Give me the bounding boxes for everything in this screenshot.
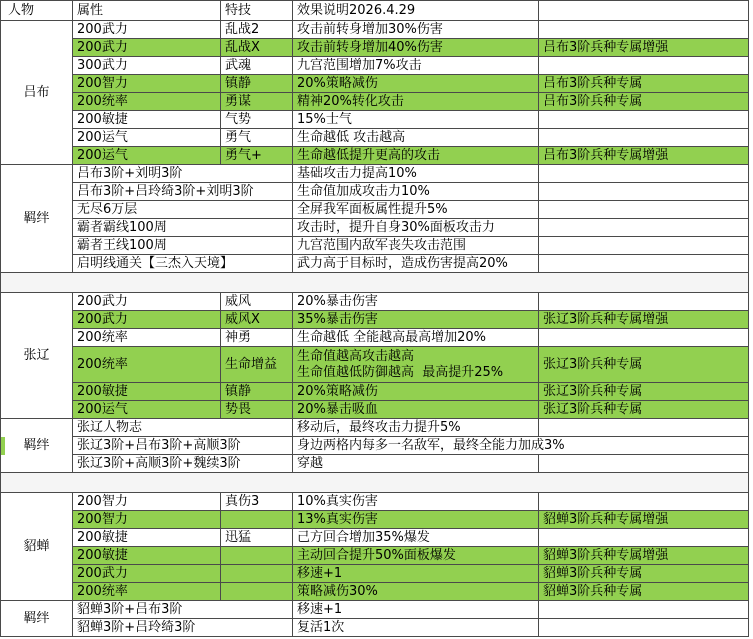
effect-cell: 策略减伤30%	[293, 583, 539, 601]
bond-condition-cell: 启明线通关【三杰入天境】	[73, 255, 293, 273]
section-divider	[1, 273, 749, 293]
attribute-cell: 200智力	[73, 511, 221, 529]
bond-label-text: 羁绊	[23, 210, 50, 226]
skill-cell	[221, 511, 293, 529]
bond-effect-cell: 身边两格内每多一名敌军，最终全能力加成3%	[293, 437, 749, 455]
effect-cell: 己方回合增加35%爆发	[293, 529, 539, 547]
effect-cell: 生命越低提升更高的攻击	[293, 147, 539, 165]
attribute-cell: 200运气	[73, 129, 221, 147]
attribute-cell: 200武力	[73, 39, 221, 57]
header-effect: 效果说明2026.4.29	[293, 1, 539, 21]
bond-condition-cell: 无尽6万层	[73, 201, 293, 219]
note-cell: 貂蝉3阶兵种专属	[539, 583, 749, 601]
note-cell: 吕布3阶兵种专属增强	[539, 147, 749, 165]
attribute-cell: 200统率	[73, 93, 221, 111]
bond-effect-cell: 九宫范围内敌军丧失攻击范围	[293, 237, 539, 255]
skill-cell	[221, 547, 293, 565]
character-name	[1, 493, 73, 601]
effect-cell: 10%真实伤害	[293, 493, 539, 511]
note-cell	[539, 493, 749, 511]
bond-effect-cell: 移动后，最终攻击力提升5%	[293, 419, 539, 437]
attribute-cell: 200敏捷	[73, 547, 221, 565]
bond-effect-cell: 基础攻击力提高10%	[293, 165, 539, 183]
character-name	[1, 21, 73, 165]
skill-cell: 勇气	[221, 129, 293, 147]
attribute-cell: 300武力	[73, 57, 221, 75]
note-cell: 张辽3阶兵种专属增强	[539, 311, 749, 329]
note-cell: 吕布3阶兵种专属	[539, 93, 749, 111]
attribute-cell: 200统率	[73, 329, 221, 347]
effect-cell: 20%暴击伤害	[293, 293, 539, 311]
effect-cell: 攻击前转身增加40%伤害	[293, 39, 539, 57]
bond-note-cell	[539, 255, 749, 273]
effect-cell	[293, 347, 539, 383]
character-name-text: 貂蝉	[23, 538, 50, 554]
attribute-cell: 200统率	[73, 347, 221, 383]
skill-cell: 真伤3	[221, 493, 293, 511]
character-name-text: 张辽	[23, 347, 50, 363]
attribute-cell: 200敏捷	[73, 529, 221, 547]
attribute-cell: 200敏捷	[73, 383, 221, 401]
skill-cell: 威风X	[221, 311, 293, 329]
skill-cell: 镇静	[221, 383, 293, 401]
effect-cell: 九宫范围增加7%攻击	[293, 57, 539, 75]
bond-condition-cell: 霸者霸线100周	[73, 219, 293, 237]
bond-label-text: 羁绊	[23, 437, 50, 453]
bond-note-cell	[539, 619, 749, 637]
skill-cell: 势畏	[221, 401, 293, 419]
section-divider	[1, 473, 749, 493]
note-cell: 吕布3阶兵种专属	[539, 75, 749, 93]
note-cell: 貂蝉3阶兵种专属增强	[539, 511, 749, 529]
effect-cell: 移速+1	[293, 565, 539, 583]
skill-cell: 勇气+	[221, 147, 293, 165]
bond-effect-cell: 全屏我军面板属性提升5%	[293, 201, 539, 219]
skill-cell	[221, 583, 293, 601]
note-cell: 貂蝉3阶兵种专属增强	[539, 547, 749, 565]
bond-condition-cell: 貂蝉3阶+吕玲绮3阶	[73, 619, 293, 637]
bond-label	[1, 419, 73, 473]
attribute-cell: 200运气	[73, 401, 221, 419]
bond-effect-cell: 生命值加成攻击力10%	[293, 183, 539, 201]
bond-note-cell	[539, 183, 749, 201]
note-cell: 张辽3阶兵种专属	[539, 383, 749, 401]
effect-cell: 20%策略减伤	[293, 75, 539, 93]
effect-cell: 生命越低 攻击越高	[293, 129, 539, 147]
bond-note-cell	[539, 219, 749, 237]
bond-label-text: 羁绊	[23, 610, 50, 626]
bond-condition-cell: 吕布3阶+刘明3阶	[73, 165, 293, 183]
effect-cell: 13%真实伤害	[293, 511, 539, 529]
effect-cell: 20%暴击吸血	[293, 401, 539, 419]
attribute-cell: 200武力	[73, 21, 221, 39]
skill-cell: 神勇	[221, 329, 293, 347]
bond-note-cell	[539, 455, 749, 473]
skill-cell: 镇静	[221, 75, 293, 93]
note-cell	[539, 329, 749, 347]
effect-cell: 精神20%转化攻击	[293, 93, 539, 111]
effect-line: 生命值越低防御越高 最高提升25%	[297, 364, 504, 380]
note-cell	[539, 293, 749, 311]
bond-note-cell	[539, 201, 749, 219]
attribute-cell: 200智力	[73, 493, 221, 511]
bond-label	[1, 601, 73, 637]
skill-cell: 武魂	[221, 57, 293, 75]
bond-effect-cell: 武力高于目标时，造成伤害提高20%	[293, 255, 539, 273]
skill-cell: 威风	[221, 293, 293, 311]
bond-condition-cell: 貂蝉3阶+吕布3阶	[73, 601, 293, 619]
skill-cell: 乱战2	[221, 21, 293, 39]
attribute-cell: 200武力	[73, 293, 221, 311]
bond-effect-cell: 攻击时，提升自身30%面板攻击力	[293, 219, 539, 237]
skill-cell: 乱战X	[221, 39, 293, 57]
bond-note-cell	[539, 237, 749, 255]
effect-cell: 20%策略减伤	[293, 383, 539, 401]
note-cell: 张辽3阶兵种专属	[539, 347, 749, 383]
note-cell: 吕布3阶兵种专属增强	[539, 39, 749, 57]
attribute-cell: 200统率	[73, 583, 221, 601]
header-person: 人物	[1, 1, 73, 21]
note-cell	[539, 21, 749, 39]
note-cell	[539, 129, 749, 147]
attribute-cell: 200运气	[73, 147, 221, 165]
bond-condition-cell: 张辽3阶+高顺3阶+魏续3阶	[73, 455, 293, 473]
skill-cell	[221, 565, 293, 583]
skill-cell: 生命增益	[221, 347, 293, 383]
note-cell: 貂蝉3阶兵种专属	[539, 565, 749, 583]
bond-effect-cell: 穿越	[293, 455, 539, 473]
bond-note-cell	[539, 601, 749, 619]
note-cell	[539, 111, 749, 129]
bond-condition-cell: 霸者王线100周	[73, 237, 293, 255]
character-name	[1, 293, 73, 419]
effect-line: 生命值越高攻击越高	[297, 348, 415, 364]
effect-cell: 主动回合提升50%面板爆发	[293, 547, 539, 565]
header-attribute: 属性	[73, 1, 221, 21]
header-extra	[539, 1, 749, 21]
bond-label	[1, 165, 73, 273]
bond-note-cell	[539, 165, 749, 183]
note-cell	[539, 57, 749, 75]
row-marker	[1, 437, 5, 455]
bond-note-cell	[539, 419, 749, 437]
header-skill: 特技	[221, 1, 293, 21]
effect-cell: 35%暴击伤害	[293, 311, 539, 329]
attribute-cell: 200敏捷	[73, 111, 221, 129]
attribute-cell: 200武力	[73, 311, 221, 329]
attribute-cell: 200武力	[73, 565, 221, 583]
effect-cell: 生命越低 全能越高最高增加20%	[293, 329, 539, 347]
bond-effect-cell: 复活1次	[293, 619, 539, 637]
effect-cell: 15%士气	[293, 111, 539, 129]
bond-condition-cell: 吕布3阶+吕玲绮3阶+刘明3阶	[73, 183, 293, 201]
skill-cell: 气势	[221, 111, 293, 129]
attribute-cell: 200智力	[73, 75, 221, 93]
effect-cell: 攻击前转身增加30%伤害	[293, 21, 539, 39]
bond-condition-cell: 张辽3阶+吕布3阶+高顺3阶	[73, 437, 293, 455]
bond-effect-cell: 移速+1	[293, 601, 539, 619]
skill-cell: 勇谋	[221, 93, 293, 111]
bond-condition-cell: 张辽人物志	[73, 419, 293, 437]
note-cell	[539, 529, 749, 547]
note-cell: 张辽3阶兵种专属	[539, 401, 749, 419]
character-name-text: 吕布	[23, 84, 50, 100]
skill-cell: 迅猛	[221, 529, 293, 547]
